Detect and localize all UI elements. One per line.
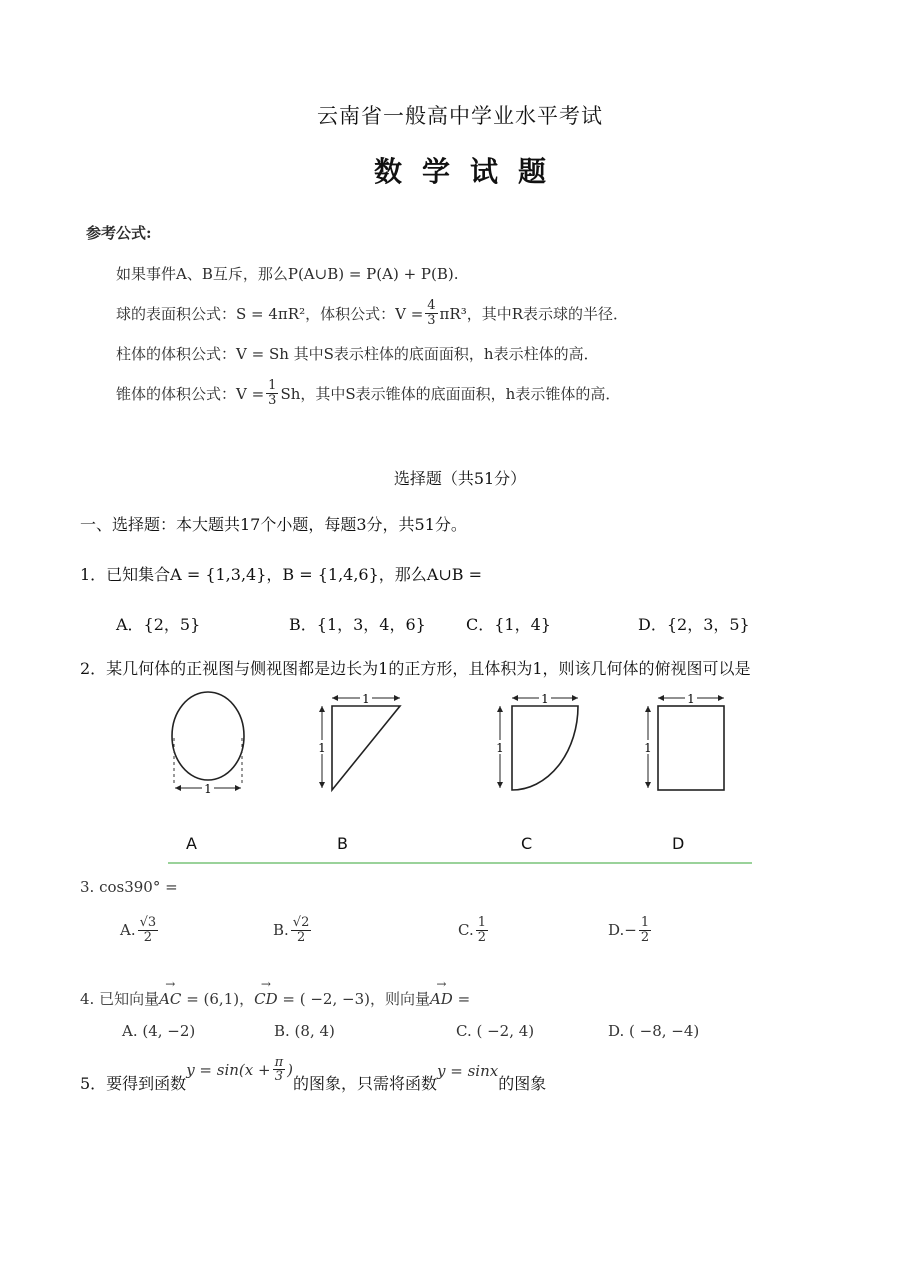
option-letter: A. bbox=[120, 921, 136, 940]
question-1-stem: 1．已知集合A = {1,3,4}，B = {1,4,6}，那么A∪B = bbox=[80, 565, 483, 584]
option-letter: D. bbox=[608, 921, 625, 940]
divider-line bbox=[168, 862, 752, 864]
q4-option-d[interactable]: D. ( −8, −4) bbox=[608, 1022, 700, 1040]
q5-text-c: 的图象 bbox=[498, 1074, 547, 1093]
arrow-lb bbox=[497, 782, 503, 788]
q5-function-2: y = sinx bbox=[437, 1062, 499, 1080]
subject-title: 数学试题 bbox=[373, 155, 566, 188]
option-fraction bbox=[291, 916, 312, 944]
vector-cd: → CD bbox=[254, 990, 278, 1008]
square-shape bbox=[658, 706, 724, 790]
vector-ad: → AD bbox=[430, 990, 453, 1008]
exam-title: 云南省一般高中学业水平考试 bbox=[317, 104, 603, 128]
figure-c-quarter-circle bbox=[482, 690, 582, 820]
dim-label-top: 1 bbox=[687, 692, 695, 706]
q4-text-a: 4. 已知向量 bbox=[80, 990, 160, 1008]
fraction-num: 4 bbox=[427, 297, 436, 313]
fraction-num: 1 bbox=[640, 915, 650, 930]
q3-option-c[interactable] bbox=[458, 916, 608, 944]
question-2-stem: 2．某几何体的正视图与侧视图都是边长为1的正方形，且体积为1，则该几何体的俯视图可以是 bbox=[80, 659, 751, 678]
option-fraction bbox=[138, 916, 159, 944]
question-5-stem bbox=[80, 1054, 547, 1094]
fraction-num: 1 bbox=[477, 915, 486, 930]
q4-text-d: = bbox=[457, 990, 471, 1008]
dim-label: 1 bbox=[204, 782, 212, 796]
fraction-den: 2 bbox=[143, 929, 153, 945]
circle-shape bbox=[172, 692, 244, 780]
arrow-lb bbox=[645, 782, 651, 788]
dim-label-left: 1 bbox=[496, 741, 504, 755]
fraction-4-3 bbox=[425, 299, 437, 327]
formula-text-4a: 锥体的体积公式：V = bbox=[116, 384, 265, 403]
q5-text-a: 5．要得到函数 bbox=[80, 1074, 187, 1093]
figure-label-b[interactable]: B bbox=[337, 834, 348, 853]
fraction-num: π bbox=[274, 1054, 284, 1070]
q5-function-1 bbox=[186, 1056, 293, 1084]
arrow-left bbox=[175, 785, 181, 791]
formula-line-3 bbox=[86, 333, 706, 373]
question-1-options bbox=[116, 612, 776, 635]
fraction-den: 2 bbox=[296, 929, 306, 945]
fraction-num: 1 bbox=[268, 377, 277, 393]
formula-text-1: 如果事件A、B互斥，那么P(A∪B) = P(A) + P(B). bbox=[116, 264, 459, 283]
formula-text-2a: 球的表面积公式：S = 4πR²，体积公式：V = bbox=[116, 304, 424, 323]
reference-formulas bbox=[86, 222, 706, 413]
fraction-den: 3 bbox=[274, 1069, 283, 1085]
q4-option-b[interactable]: B. (8, 4) bbox=[274, 1022, 335, 1040]
option-letter: B. bbox=[273, 921, 289, 940]
dim-label-left: 1 bbox=[644, 741, 652, 755]
arrow-lt bbox=[645, 706, 651, 712]
fraction-den: 3 bbox=[427, 312, 436, 328]
figure-b-triangle bbox=[312, 690, 412, 820]
question-3-stem: 3. cos390° = bbox=[80, 878, 178, 896]
arrow-tl bbox=[512, 695, 518, 701]
dim-label-top: 1 bbox=[541, 692, 549, 706]
question-3-options bbox=[120, 916, 653, 944]
formula-text-3: 柱体的体积公式：V = Sh 其中S表示柱体的底面面积，h表示柱体的高． bbox=[116, 344, 599, 363]
formula-text-4b: Sh，其中S表示锥体的底面面积，h表示锥体的高． bbox=[280, 384, 621, 403]
figure-label-d[interactable]: D bbox=[672, 834, 685, 853]
q1-option-c[interactable]: C．{1，4} bbox=[466, 615, 551, 634]
q4-option-a[interactable]: A. (4, −2) bbox=[122, 1022, 196, 1040]
formulas-heading: 参考公式: bbox=[86, 224, 152, 242]
section-title: 选择题（共51分） bbox=[393, 469, 527, 488]
arrow-lt bbox=[497, 706, 503, 712]
q1-option-d[interactable]: D．{2，3，5} bbox=[638, 615, 750, 634]
formula-line-4 bbox=[86, 373, 706, 413]
q3-option-a[interactable] bbox=[120, 916, 273, 944]
arrow-tr bbox=[572, 695, 578, 701]
func1-text-a: y = sin(x + bbox=[186, 1060, 271, 1079]
question-4-options bbox=[122, 1022, 699, 1040]
figure-a-circle bbox=[160, 688, 290, 808]
arrow-tr bbox=[394, 695, 400, 701]
arrow-lt bbox=[319, 706, 325, 712]
arrow-tl bbox=[332, 695, 338, 701]
option-fraction bbox=[476, 916, 488, 944]
dim-label-left: 1 bbox=[318, 741, 326, 755]
q3-option-d[interactable] bbox=[608, 916, 653, 944]
part-heading: 一、选择题：本大题共17个小题，每题3分，共51分。 bbox=[80, 515, 467, 534]
question-4-stem bbox=[80, 988, 470, 1009]
quarter-circle-shape bbox=[512, 706, 578, 790]
func1-text-b: ) bbox=[287, 1060, 293, 1079]
option-sign: − bbox=[624, 921, 637, 940]
fraction-1-3 bbox=[266, 379, 278, 407]
q1-option-a[interactable]: A．{2，5} bbox=[116, 615, 201, 634]
option-fraction bbox=[639, 916, 651, 944]
figure-d-square bbox=[632, 690, 742, 820]
formula-text-2b: πR³，其中R表示球的半径． bbox=[439, 304, 629, 323]
arrow-tl bbox=[658, 695, 664, 701]
vector-ac: → AC bbox=[159, 990, 181, 1008]
arrow-tr bbox=[718, 695, 724, 701]
fraction-num: √3 bbox=[139, 915, 157, 930]
q4-text-c: = ( −2, −3)，则向量 bbox=[282, 990, 430, 1008]
triangle-shape bbox=[332, 706, 400, 790]
fraction-num: √2 bbox=[292, 915, 310, 930]
fraction-den: 3 bbox=[268, 392, 277, 408]
option-letter: C. bbox=[458, 921, 474, 940]
formula-line-1 bbox=[86, 253, 706, 293]
arrow-lb bbox=[319, 782, 325, 788]
formula-line-2 bbox=[86, 293, 706, 333]
q3-option-b[interactable] bbox=[273, 916, 458, 944]
q4-text-b: = (6,1)， bbox=[186, 990, 255, 1008]
q4-option-c[interactable]: C. ( −2, 4) bbox=[456, 1022, 535, 1040]
fraction-den: 2 bbox=[640, 929, 650, 945]
figure-label-a[interactable]: A bbox=[186, 834, 197, 853]
dim-label-top: 1 bbox=[362, 692, 370, 706]
fraction-pi-3 bbox=[273, 1056, 286, 1084]
arrow-right bbox=[235, 785, 241, 791]
figure-label-c[interactable]: C bbox=[521, 834, 533, 853]
q5-text-b: 的图象，只需将函数 bbox=[292, 1074, 437, 1093]
q1-option-b[interactable]: B．{1，3，4，6} bbox=[289, 615, 426, 634]
fraction-den: 2 bbox=[477, 929, 486, 945]
